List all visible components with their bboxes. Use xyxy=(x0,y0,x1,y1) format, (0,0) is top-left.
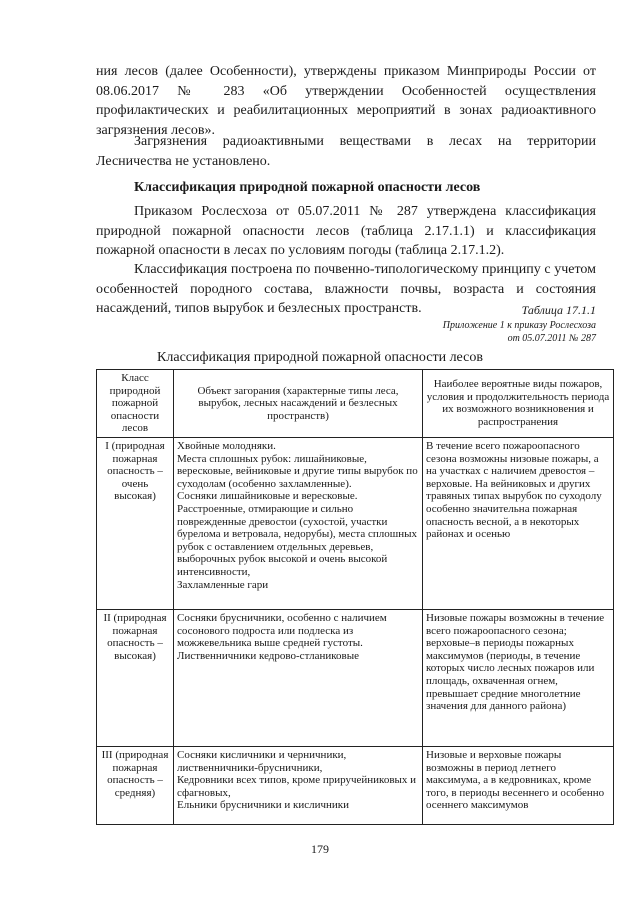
object-line: Места сплошных рубок: лишайниковые, вересковые, вейниковые и другие типы вырубок по суходолам (особенно захламленные). xyxy=(177,452,418,490)
object-line: Сосняки лишайниковые и вересковые. xyxy=(177,490,358,503)
header-objects: Объект загорания (характерные типы леса, вырубок, лесных насаждений и безлесных пространств) xyxy=(174,370,423,438)
table-row xyxy=(97,746,614,824)
header-class: Класс природной пожарной опасности лесов xyxy=(97,370,174,438)
fires-cell: В течение всего пожароопасного сезона возможны низовые пожары, а на участках с наличием древостоя – верховые. На вейниковых и других травяных типах вырубок по суходолу особенно значительна пожарная опасность весной, а в некоторых районах и осенью xyxy=(423,437,614,609)
object-line: Захламленные гари xyxy=(177,578,269,591)
object-line: Расстроенные, отмирающие и сильно поврежденные древостои (сухостой, участки бурелома и ветровала, недорубы), места сплошных рубок с оставлением отдельных деревьев, выборочных рубок высокой и очень высокой интенсивности, xyxy=(177,502,418,578)
table-label: Таблица 17.1.1 xyxy=(521,303,596,317)
object-line: Хвойные молодняки. xyxy=(177,439,276,452)
section-paragraph-1: Приказом Рослесхоза от 05.07.2011 № 287 утверждена классификация природной пожарной опасности лесов (таблица 2.17.1.1) и классификация пожарной опасности в лесах по условиям погоды (таблица 2.17.1.2). xyxy=(96,204,596,258)
appendix-line-2: от 05.07.2011 № 287 xyxy=(507,333,596,344)
object-line: Сосняки брусничники, особенно с наличием сосонового подроста или подлеска из можжевельника выше средней густоты. xyxy=(177,611,387,650)
appendix-line-1: Приложение 1 к приказу Рослесхоза xyxy=(442,320,596,331)
fires-cell: Низовые пожары возможны в течение всего пожароопасного сезона; верховые–в периоды пожарных максимумов (периоды, в течение которых число лесных пожаров или площадь, охваченная огнем, превышает средние многолетние значения для данного района) xyxy=(423,609,614,746)
classification-table xyxy=(96,369,614,825)
intro-paragraph-2: Загрязнения радиоактивными веществами в лесах на территории Лесничества не установлено. xyxy=(96,134,596,169)
objects-cell xyxy=(174,437,423,609)
table-header-row xyxy=(97,370,614,438)
fires-cell: Низовые и верховые пожары возможны в период летнего максимума, а в кедровниках, кроме того, в периоды весеннего и особенно осеннего максимумов xyxy=(423,746,614,824)
object-line: Кедровники всех типов, кроме приручейниковых и сфагновых, xyxy=(177,774,417,799)
section-paragraph-2: Классификация построена по почвенно-типологическому принципу с учетом особенностей породного состава, влажности почвы, возраста и состояния насаждений, типов вырубок и безлесных пространств. xyxy=(96,262,596,316)
class-cell: I (природная пожарная опасность – очень высокая) xyxy=(97,437,174,609)
table-row xyxy=(97,609,614,746)
section-heading: Классификация природной пожарной опасности лесов xyxy=(134,180,481,195)
objects-cell xyxy=(174,746,423,824)
table-row xyxy=(97,437,614,609)
table-title: Классификация природной пожарной опасности лесов xyxy=(157,350,483,365)
object-line: Ельники брусничники и кисличники xyxy=(177,799,350,812)
intro-paragraph-1: ния лесов (далее Особенности), утверждены приказом Минприроды России от 08.06.2017 № 283 «Об утверждении Особенностей осуществления профилактических и реабилитационных мероприятий в зонах радиоактивного загрязнения лесов». xyxy=(96,64,596,138)
class-cell: III (природная пожарная опасность – средняя) xyxy=(97,746,174,824)
object-line: Лиственничники кедрово-стланиковые xyxy=(177,649,359,662)
page-number: 179 xyxy=(311,842,329,856)
class-cell: II (природная пожарная опасность – высокая) xyxy=(97,609,174,746)
objects-cell xyxy=(174,609,423,746)
object-line: Сосняки кисличники и черничники, лиственничники-брусничники, xyxy=(177,748,347,774)
header-fires: Наиболее вероятные виды пожаров, условия и продолжительность периода их возможного возникновения и распространения xyxy=(423,370,614,438)
